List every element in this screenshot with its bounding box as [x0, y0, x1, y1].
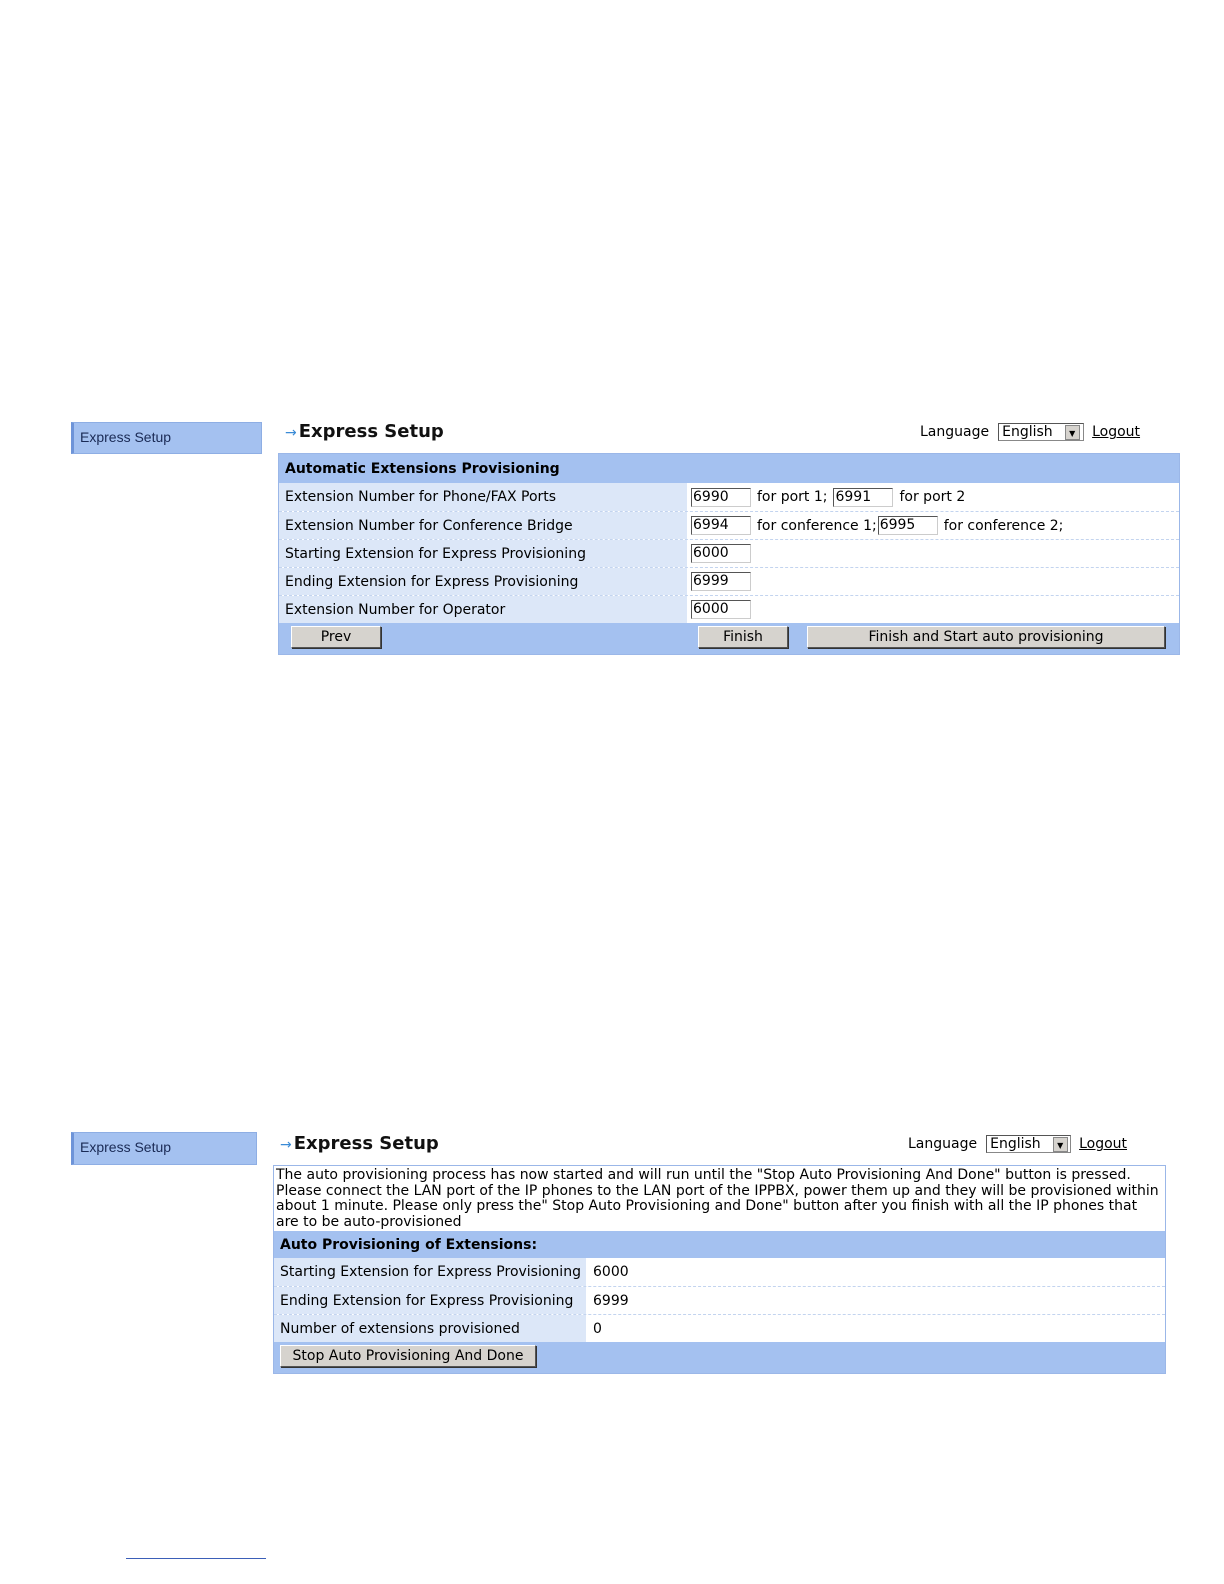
finish-button[interactable]: Finish: [698, 626, 788, 648]
conference1-extension-input[interactable]: 6994: [691, 516, 751, 535]
table-row: [279, 539, 1179, 567]
starting-extension-input[interactable]: 6000: [691, 544, 751, 563]
table-row: [274, 1286, 1165, 1314]
finish-start-provisioning-button[interactable]: Finish and Start auto provisioning: [807, 626, 1165, 648]
language-label: Language: [920, 424, 990, 440]
table-row: [274, 1314, 1165, 1342]
table-row: [279, 567, 1179, 595]
row-label: Extension Number for Operator: [279, 596, 687, 623]
section-header: Automatic Extensions Provisioning: [279, 454, 1179, 483]
status-message: The auto provisioning process has now started and will run until the "Stop Auto Provisioning And Done" button is pressed. Please connect the LAN port of the IP phones to the LAN port of the IPPBX, power them up and they will be provisioned within about 1 minute. Please only press the" Stop Auto Provisioning and Done" button after you finish with all the IP phones that are to be auto-provisioned: [276, 1167, 1159, 1230]
table-row: [279, 595, 1179, 623]
row-label: Starting Extension for Express Provisioning: [274, 1258, 586, 1286]
provisioning-panel: [278, 453, 1180, 655]
row-label: Extension Number for Phone/FAX Ports: [279, 483, 687, 511]
port1-extension-input[interactable]: 6990: [691, 488, 751, 507]
port2-extension-input[interactable]: 6991: [833, 488, 893, 507]
sidebar-item-express-setup[interactable]: [71, 1132, 257, 1165]
divider: [126, 1558, 266, 1559]
stop-auto-provisioning-button[interactable]: Stop Auto Provisioning And Done: [280, 1345, 536, 1367]
sidebar-item-label: Express Setup: [80, 429, 172, 445]
prev-button[interactable]: Prev: [291, 626, 381, 648]
language-label: Language: [908, 1136, 978, 1152]
arrow-right-icon: →: [285, 425, 297, 441]
logout-link[interactable]: Logout: [1079, 1136, 1128, 1152]
arrow-right-icon: →: [280, 1137, 292, 1153]
auto-provisioning-panel: [273, 1165, 1166, 1374]
sidebar-item-label: Express Setup: [80, 1139, 172, 1155]
conference2-extension-input[interactable]: 6995: [878, 516, 938, 535]
table-row: Extension Number for Phone/FAX Ports 6990 for port 1; 6991 for port 2: [279, 483, 1179, 511]
button-bar: [274, 1342, 1165, 1373]
language-bar: [920, 421, 1140, 443]
button-bar: [279, 623, 1179, 654]
operator-extension-input[interactable]: 6000: [691, 600, 751, 619]
row-label: Extension Number for Conference Bridge: [279, 512, 687, 539]
row-value: 6999: [593, 1292, 629, 1309]
row-label: Starting Extension for Express Provisioning: [279, 540, 687, 567]
table-row: [274, 1258, 1165, 1286]
language-bar: [908, 1133, 1127, 1155]
row-value: 6000: [593, 1264, 629, 1280]
chevron-down-icon: ▼: [1065, 425, 1080, 440]
ending-extension-input[interactable]: 6999: [691, 572, 751, 591]
page-title: → Express Setup: [285, 421, 444, 442]
page-title: → Express Setup: [280, 1133, 439, 1154]
table-row: Extension Number for Conference Bridge 6994 for conference 1; 6995 for conference 2;: [279, 511, 1179, 539]
row-label: Ending Extension for Express Provisioning: [274, 1287, 586, 1314]
sidebar-item-express-setup[interactable]: [71, 422, 262, 454]
section-header: Auto Provisioning of Extensions:: [274, 1231, 1165, 1258]
language-select[interactable]: English ▼: [986, 1135, 1071, 1153]
logout-link[interactable]: Logout: [1092, 424, 1141, 440]
row-label: Number of extensions provisioned: [274, 1315, 586, 1342]
language-select[interactable]: English ▼: [998, 423, 1084, 441]
row-value: 0: [593, 1320, 602, 1337]
row-label: Ending Extension for Express Provisioning: [279, 568, 687, 595]
chevron-down-icon: ▼: [1053, 1137, 1068, 1152]
